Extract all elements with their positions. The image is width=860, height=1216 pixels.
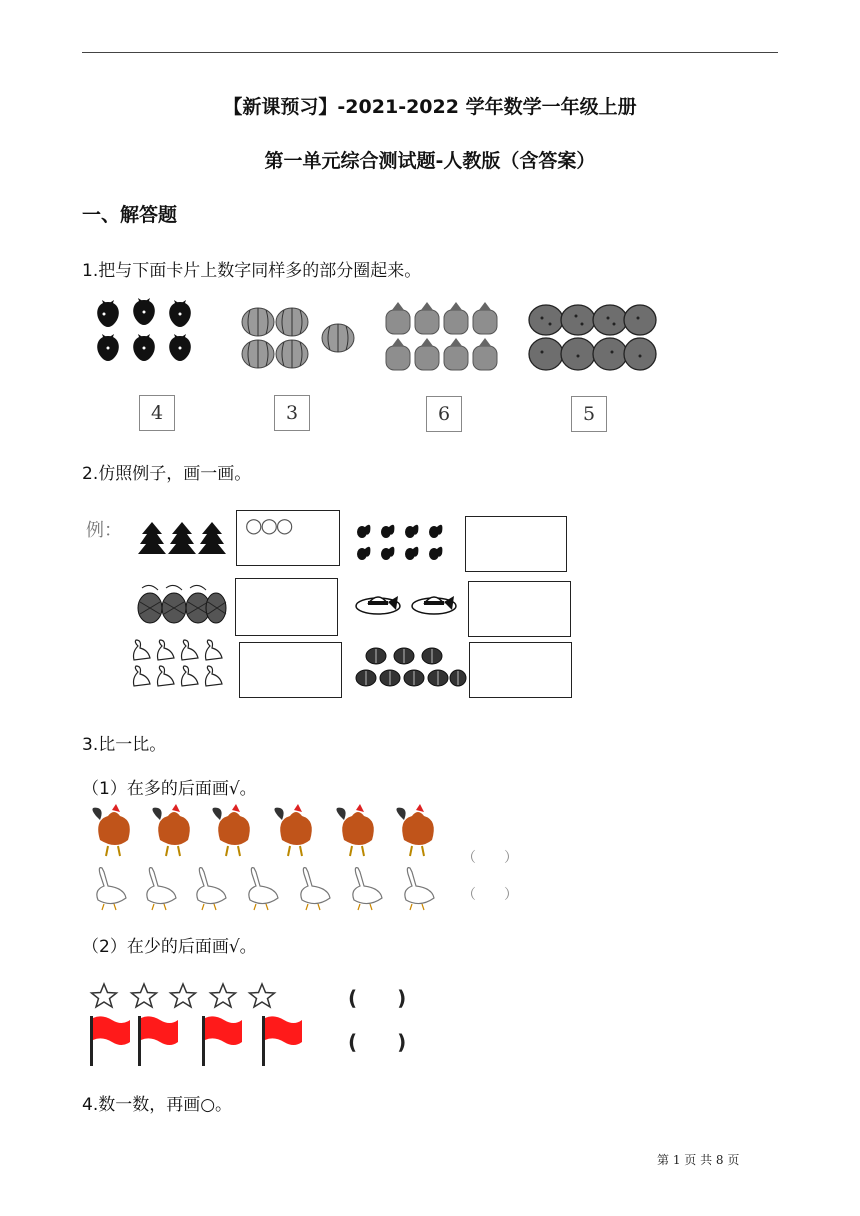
tree-group-image [138, 522, 230, 558]
answer-box-hats[interactable] [468, 581, 571, 637]
answer-box-pumpkins[interactable] [469, 642, 572, 698]
question-3-prompt: 3.比一比。 [82, 735, 167, 755]
pinecone-group-image [136, 582, 228, 626]
pumpkin-group-image [238, 296, 368, 376]
page-title-line2: 第一单元综合测试题-人教版（含答案） [264, 150, 596, 172]
rooster-row-image [90, 806, 440, 860]
example-answer-box [236, 510, 340, 566]
answer-box-pinecones[interactable] [235, 578, 338, 636]
number-card-3: 3 [274, 395, 310, 431]
strawberry-group-image [88, 292, 208, 372]
answer-box-squirrels[interactable] [465, 516, 567, 572]
page-title-line1: 【新课预习】-2021-2022 学年数学一年级上册 [223, 96, 637, 118]
example-label: 例： [86, 520, 122, 541]
section-heading: 一、解答题 [82, 204, 178, 226]
number-card-5: 5 [571, 396, 607, 432]
answer-paren-flags[interactable]: ( ) [348, 1030, 407, 1054]
pumpkin-small-group-image [354, 646, 466, 692]
question-1-prompt: 1.把与下面卡片上数字同样多的部分圈起来。 [82, 261, 422, 281]
header-rule [82, 52, 778, 53]
hat-group-image [354, 586, 466, 622]
answer-box-ducks[interactable] [239, 642, 342, 698]
question-3-part-1: （1）在多的后面画√。 [82, 779, 257, 799]
answer-paren-stars[interactable]: ( ) [348, 986, 407, 1010]
squirrel-group-image [354, 522, 464, 564]
potato-group-image [528, 300, 658, 376]
question-4-prompt: 4.数一数，再画○。 [82, 1095, 233, 1115]
answer-paren-roosters[interactable]: （ ） [462, 850, 518, 866]
goose-row-image [90, 866, 440, 914]
number-card-4: 4 [139, 395, 175, 431]
number-card-6: 6 [426, 396, 462, 432]
duck-group-image [132, 640, 232, 692]
page-number: 第 1 页 共 8 页 [657, 1153, 740, 1167]
answer-paren-geese[interactable]: （ ） [462, 887, 518, 903]
flag-row-image [90, 1014, 320, 1068]
star-row-image [90, 982, 280, 1010]
question-3-part-2: （2）在少的后面画√。 [82, 937, 257, 957]
pineapple-group-image [384, 302, 504, 378]
example-circles: ○○○ [245, 513, 292, 537]
question-2-prompt: 2.仿照例子，画一画。 [82, 464, 252, 484]
